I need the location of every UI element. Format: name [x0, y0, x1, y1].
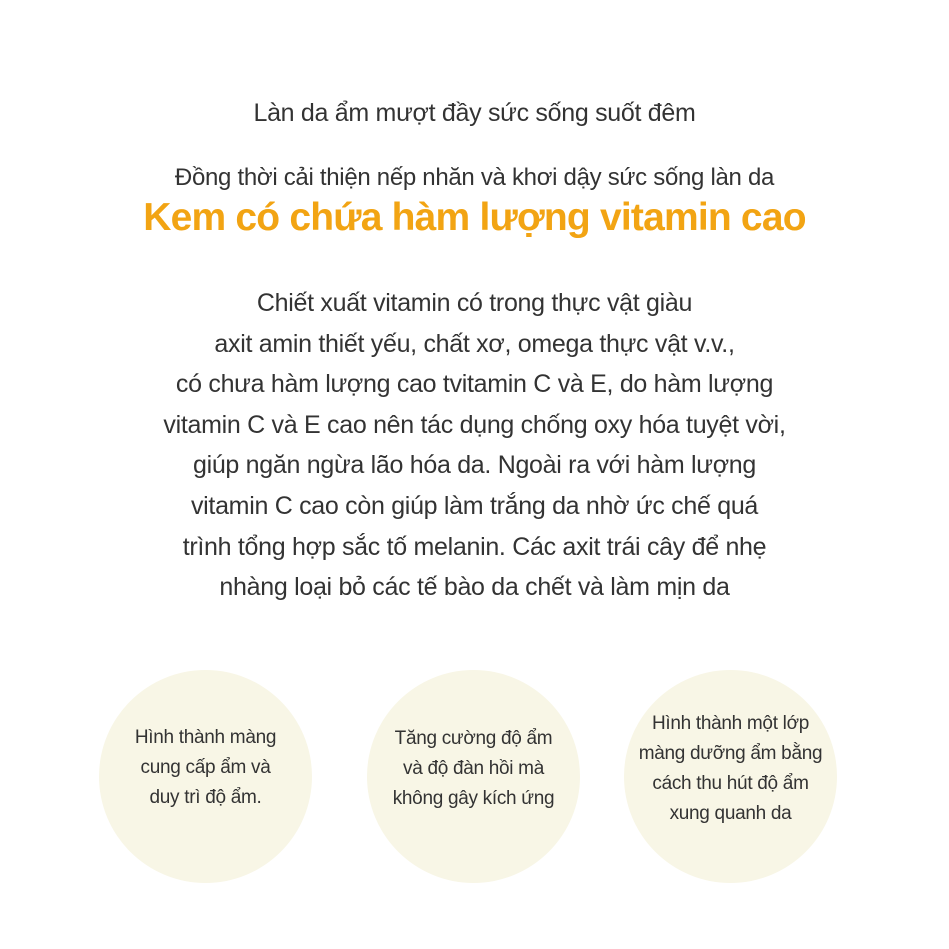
- description-line: giúp ngăn ngừa lão hóa da. Ngoài ra với hàm lượng: [192, 451, 757, 480]
- feature-line: xung quanh da: [669, 802, 792, 824]
- feature-line: Tăng cường độ ẩm: [394, 727, 553, 749]
- subtitle-wrinkle-improvement: Đồng thời cải thiện nếp nhăn và khơi dậy sức sống làn da: [174, 164, 775, 191]
- description-line: trình tổng hợp sắc tố melanin. Các axit trái cây để nhẹ: [182, 532, 767, 561]
- feature-line: không gây kích ứng: [392, 787, 555, 809]
- description-paragraph: [80, 283, 869, 608]
- feature-circle-elasticity: [367, 670, 580, 883]
- feature-line: màng dưỡng ẩm bằng: [638, 742, 823, 764]
- subtitle-moist-skin: Làn da ẩm mượt đầy sức sống suốt đêm: [253, 99, 696, 127]
- feature-text: [639, 709, 823, 829]
- feature-line: duy trì độ ẩm.: [149, 787, 262, 808]
- description-line: axit amin thiết yếu, chất xơ, omega thực vật v.v.,: [214, 329, 735, 358]
- feature-circle-moisture-layer: [624, 670, 837, 883]
- description-line: nhàng loại bỏ các tế bào da chết và làm mịn da: [219, 573, 730, 602]
- feature-text: [135, 723, 276, 813]
- feature-circle-moisture-film: [99, 670, 312, 883]
- description-line: vitamin C và E cao nên tác dụng chống oxy hóa tuyệt vời,: [163, 410, 786, 439]
- description-line: Chiết xuất vitamin có trong thực vật giàu: [256, 289, 693, 317]
- feature-line: Hình thành một lớp: [651, 712, 810, 734]
- feature-line: cách thu hút độ ẩm: [652, 772, 809, 794]
- feature-line: và độ đàn hồi mà: [403, 757, 544, 779]
- description-line: vitamin C cao còn giúp làm trắng da nhờ ức chế quá: [190, 491, 759, 520]
- description-line: có chưa hàm lượng cao tvitamin C và E, do hàm lượng: [175, 370, 774, 399]
- page-title: Kem có chứa hàm lượng vitamin cao: [143, 196, 806, 239]
- feature-line: cung cấp ẩm và: [140, 757, 271, 778]
- feature-text: [393, 724, 555, 814]
- feature-line: Hình thành màng: [134, 727, 277, 748]
